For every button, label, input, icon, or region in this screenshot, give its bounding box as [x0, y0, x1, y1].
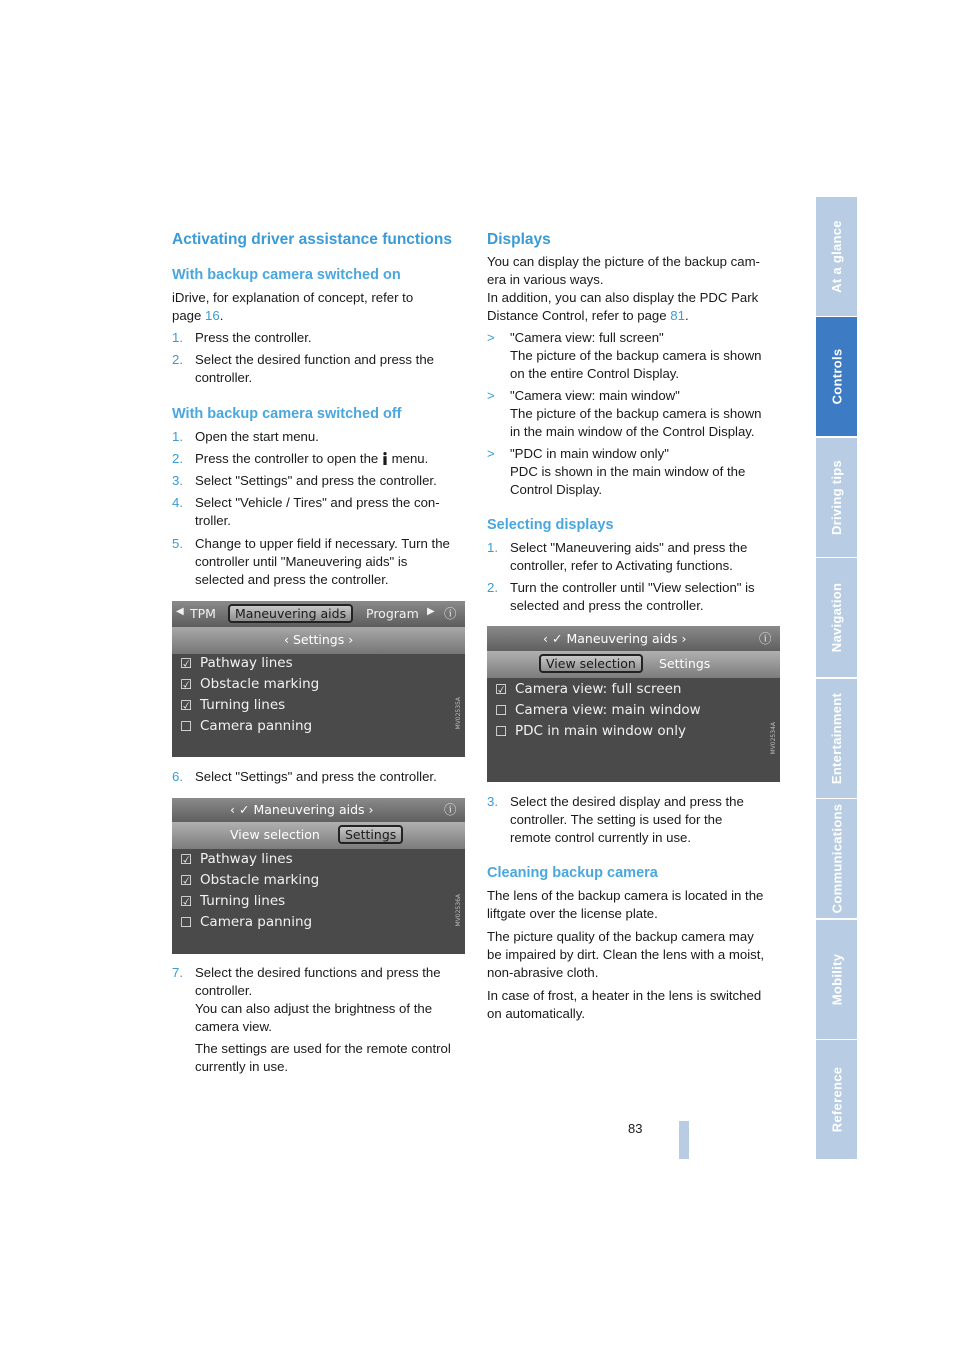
sel-step-1: 1. Select "Maneuvering aids" and press the controller, refer to Activating functions.	[487, 540, 748, 573]
tab-at-a-glance[interactable]: At a glance	[816, 197, 857, 316]
bullet-main-window: > "Camera view: main window" The picture of the backup camera is shown in the main window of the Control Display.	[487, 388, 762, 439]
subheading-selecting-displays: Selecting displays	[487, 517, 614, 533]
item-camera-main-window[interactable]: ☐ Camera view: main window	[495, 702, 701, 719]
page-link-81[interactable]: 81	[670, 308, 685, 323]
chapter-tabs	[816, 197, 857, 1160]
tab-navigation[interactable]: Navigation	[816, 558, 857, 677]
off-step-1: 1. Open the start menu.	[172, 429, 319, 444]
item-obstacle-marking[interactable]: ☑ Obstacle marking	[180, 872, 320, 889]
bullet-full-screen: > "Camera view: full screen" The picture of the backup camera is shown on the entire Control Display.	[487, 330, 762, 381]
tab-settings[interactable]: Settings	[338, 825, 403, 844]
off-step-2: 2. Press the controller to open the menu.	[172, 451, 429, 466]
car-icon: ✓	[551, 631, 563, 646]
item-camera-full-screen[interactable]: ☑ Camera view: full screen	[495, 681, 682, 698]
subheading-cleaning: Cleaning backup camera	[487, 865, 658, 881]
bullet-arrow-icon: >	[487, 330, 495, 345]
tab-settings[interactable]: Settings	[659, 656, 711, 671]
section-heading-activating: Activating driver assistance functions	[172, 231, 452, 248]
off-step-5: 5. Change to upper field if necessary. Turn the controller until "Maneuvering aids" is selected and press the controller.	[172, 536, 450, 587]
tab-communications[interactable]: Communications	[816, 799, 857, 918]
header-maneuvering-aids[interactable]: ‹ ✓ Maneuvering aids ›	[543, 631, 687, 646]
tab-program[interactable]: Program	[366, 606, 419, 621]
left-arrow-icon: ◀	[176, 606, 184, 617]
displays-intro: You can display the picture of the backup cam- era in various ways. In addition, you can also display the PDC Park Distance Control, refer to page 81.	[487, 254, 760, 323]
checkbox-empty-icon: ☐	[495, 703, 508, 719]
step-7: 7. Select the desired functions and press the controller. You can also adjust the brightness of the camera view. The settings are used for the remote control currently in use.	[172, 965, 451, 1074]
checkbox-empty-icon: ☐	[180, 915, 193, 931]
screen-settings-tpm	[172, 601, 465, 757]
bullet-arrow-icon: >	[487, 446, 495, 461]
tab-driving-tips[interactable]: Driving tips	[816, 438, 857, 557]
bullet-arrow-icon: >	[487, 388, 495, 403]
screen-maneuvering-settings	[172, 798, 465, 954]
right-arrow-icon: ▶	[427, 606, 435, 617]
item-turning-lines[interactable]: ☑ Turning lines	[180, 697, 286, 714]
checkbox-empty-icon: ☐	[495, 724, 508, 740]
item-turning-lines[interactable]: ☑ Turning lines	[180, 893, 286, 910]
sel-step-3: 3. Select the desired display and press the controller. The setting is used for the remote control currently in use.	[487, 794, 744, 845]
cleaning-text: The lens of the backup camera is located in the liftgate over the license plate. The picture quality of the backup camera may be impaired by dirt. Clean the lens with a moist, non-abrasive cloth. In case of frost, a heater in the lens is switched on automatically.	[487, 888, 765, 1021]
checkbox-checked-icon: ☑	[180, 894, 193, 910]
off-step-4: 4. Select "Vehicle / Tires" and press the con- troller.	[172, 495, 440, 528]
page-link-16[interactable]: 16	[205, 308, 220, 323]
info-icon	[382, 452, 388, 465]
image-code: MV02534A	[770, 722, 777, 755]
header-maneuvering-aids[interactable]: ‹ ✓ Maneuvering aids ›	[230, 802, 374, 817]
tab-tpm[interactable]: TPM	[190, 606, 216, 621]
checkbox-checked-icon: ☑	[180, 677, 193, 693]
bullet-pdc: > "PDC in main window only" PDC is shown in the main window of the Control Display.	[487, 446, 746, 497]
on-step-2: 2. Select the desired function and press the controller.	[172, 352, 434, 385]
tab-reference[interactable]: Reference	[816, 1040, 857, 1159]
tab-entertainment[interactable]: Entertainment	[816, 679, 857, 798]
intro-line-2: page 16.	[172, 308, 224, 323]
item-pdc-main-window[interactable]: ☐ PDC in main window only	[495, 723, 686, 740]
tab-maneuvering-aids[interactable]: Maneuvering aids	[228, 604, 353, 623]
car-icon: ✓	[238, 802, 250, 817]
tab-mobility[interactable]: Mobility	[816, 920, 857, 1039]
intro-line-1: iDrive, for explanation of concept, refer to	[172, 290, 414, 305]
page-number-bar	[679, 1121, 689, 1159]
checkbox-empty-icon: ☐	[180, 719, 193, 735]
section-heading-displays: Displays	[487, 231, 551, 248]
header-settings[interactable]: ‹ Settings ›	[284, 632, 354, 647]
sel-step-2: 2. Turn the controller until "View selection" is selected and press the controller.	[487, 580, 755, 613]
page-number: 83	[628, 1121, 643, 1136]
step-6: 6. Select "Settings" and press the controller.	[172, 769, 437, 784]
options-icon[interactable]: ⓘ	[759, 631, 772, 646]
checkbox-checked-icon: ☑	[180, 656, 193, 672]
item-pathway-lines[interactable]: ☑ Pathway lines	[180, 655, 293, 672]
off-step-3: 3. Select "Settings" and press the controller.	[172, 473, 437, 488]
item-pathway-lines[interactable]: ☑ Pathway lines	[180, 851, 293, 868]
on-step-1: 1. Press the controller.	[172, 330, 312, 345]
checkbox-checked-icon: ☑	[180, 852, 193, 868]
tab-controls[interactable]: Controls	[816, 317, 857, 436]
checkbox-checked-icon: ☑	[180, 873, 193, 889]
checkbox-checked-icon: ☑	[180, 698, 193, 714]
options-icon[interactable]: ⓘ	[444, 606, 457, 621]
image-code: MV02535A	[455, 697, 462, 730]
subheading-camera-off: With backup camera switched off	[172, 406, 402, 422]
image-code: MV02536A	[455, 894, 462, 927]
options-icon[interactable]: ⓘ	[444, 802, 457, 817]
tab-view-selection[interactable]: View selection	[539, 654, 643, 673]
checkbox-checked-icon: ☑	[495, 682, 508, 698]
subheading-camera-on: With backup camera switched on	[172, 267, 401, 283]
intro-text	[172, 289, 413, 325]
item-camera-panning[interactable]: ☐ Camera panning	[180, 914, 313, 931]
tab-view-selection[interactable]: View selection	[230, 827, 320, 842]
item-obstacle-marking[interactable]: ☑ Obstacle marking	[180, 676, 320, 693]
screen-view-selection	[487, 626, 780, 782]
item-camera-panning[interactable]: ☐ Camera panning	[180, 718, 313, 735]
